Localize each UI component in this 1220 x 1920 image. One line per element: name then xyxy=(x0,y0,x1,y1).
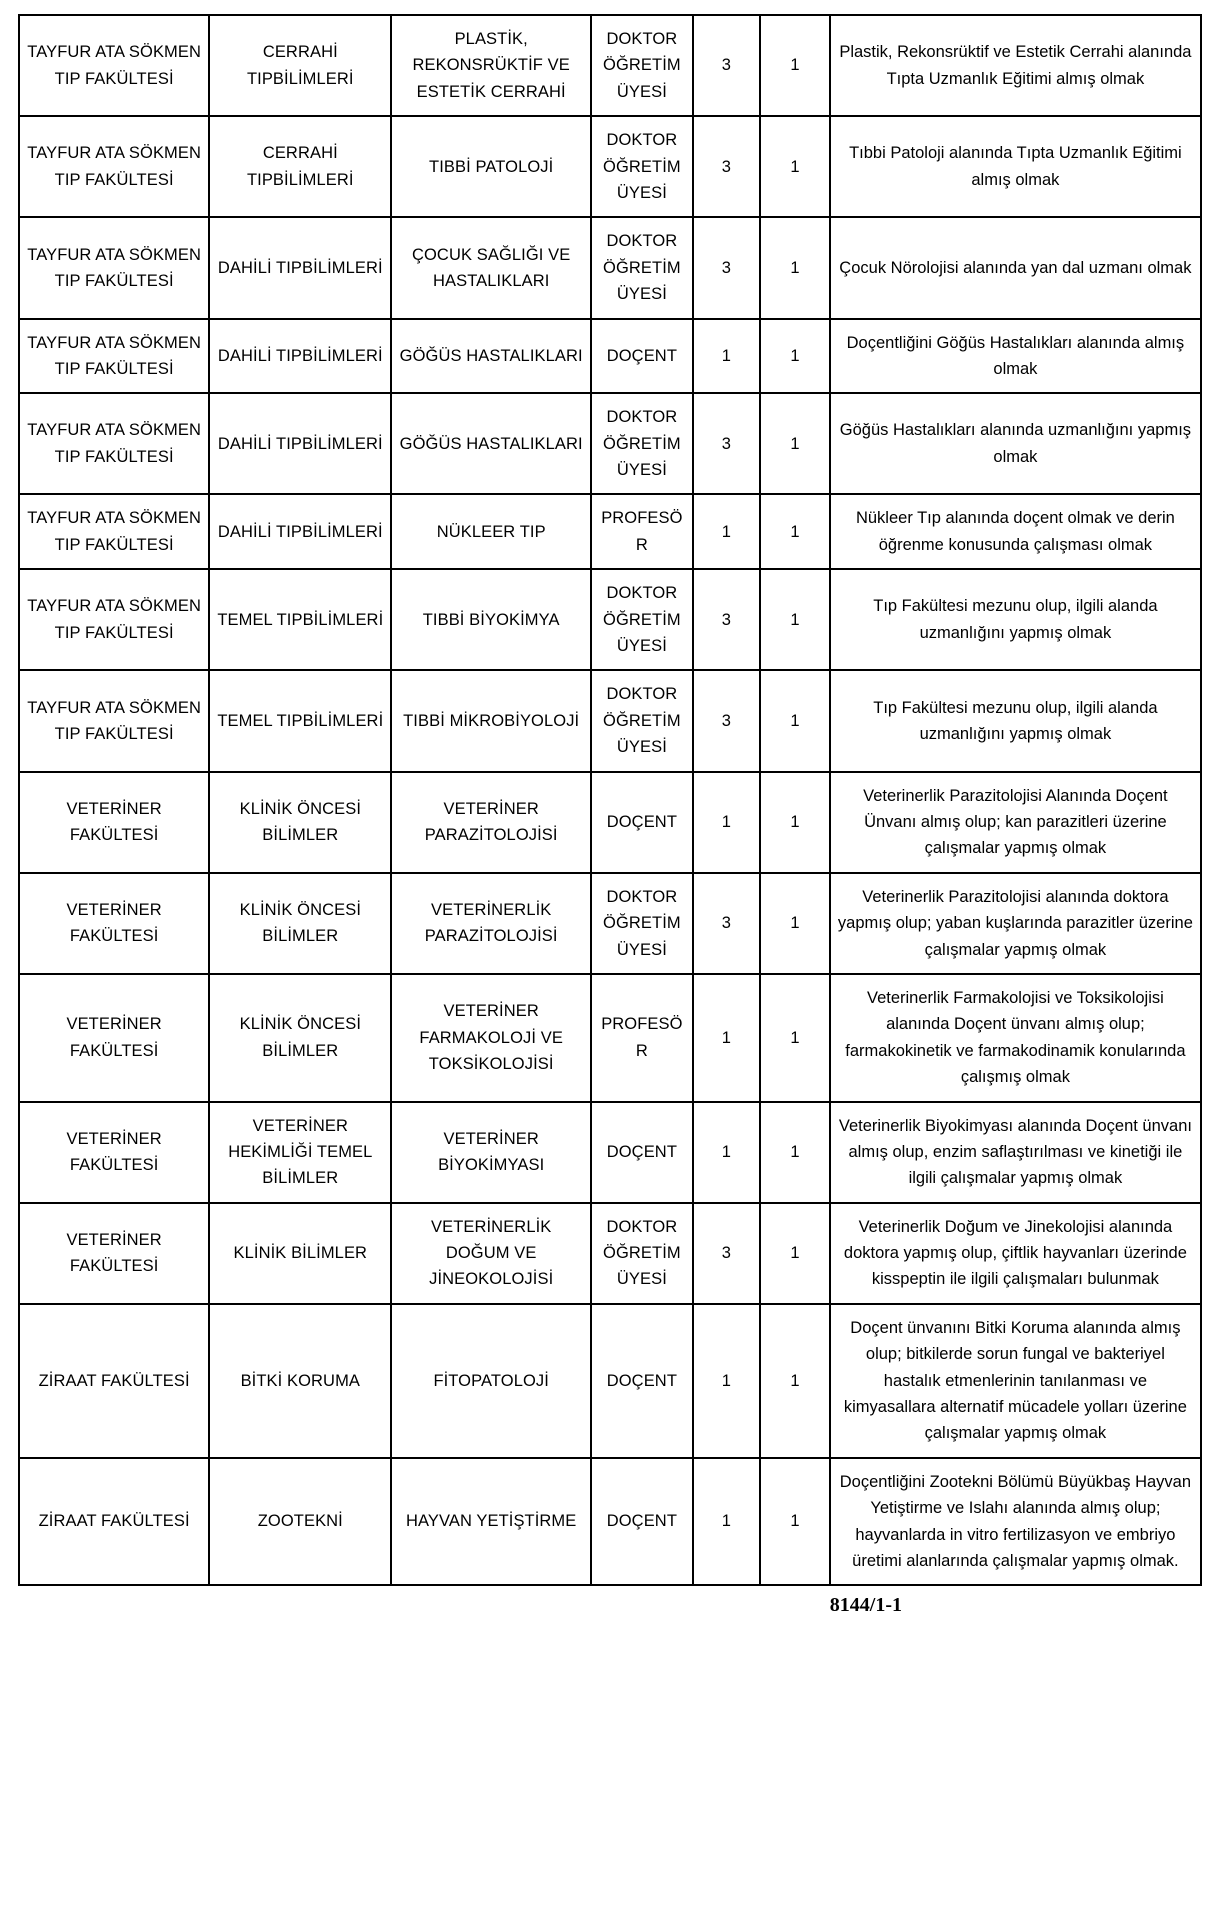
cell-aciklama: Veterinerlik Biyokimyası alanında Doçent ünvanı almış olup, enzim saflaştırılması ve kinetiği ile ilgili çalışmalar yapmış olmak xyxy=(830,1102,1201,1203)
cell-derece: 1 xyxy=(693,772,760,873)
table-row xyxy=(19,1304,1201,1458)
academic-positions-table-body xyxy=(19,15,1201,1585)
cell-aciklama: Veterinerlik Parazitolojisi alanında doktora yapmış olup; yaban kuşlarında parazitler üzerine çalışmalar yapmış olmak xyxy=(830,873,1201,974)
cell-bolum: ZOOTEKNİ xyxy=(209,1458,391,1586)
cell-adet: 1 xyxy=(760,494,830,569)
table-row xyxy=(19,1203,1201,1304)
cell-unvan: PROFESÖR xyxy=(591,974,693,1102)
gazette-reference-number: 8144/1-1 xyxy=(829,1594,902,1617)
table-row xyxy=(19,116,1201,217)
cell-bolum: CERRAHİ TIPBİLİMLERİ xyxy=(209,15,391,116)
cell-adet: 1 xyxy=(760,670,830,771)
cell-derece: 3 xyxy=(693,116,760,217)
cell-aciklama: Doçent ünvanını Bitki Koruma alanında almış olup; bitkilerde sorun fungal ve bakteriyel hastalık etmenlerinin tanılanması ve kimyasallara alternatif mücadele yolları üzerine çalışmalar yapmış olmak xyxy=(830,1304,1201,1458)
cell-unvan: DOÇENT xyxy=(591,1102,693,1203)
cell-aciklama: Göğüs Hastalıkları alanında uzmanlığını yapmış olmak xyxy=(830,393,1201,494)
cell-fakulte: VETERİNER FAKÜLTESİ xyxy=(19,873,209,974)
table-row xyxy=(19,974,1201,1102)
cell-anabilim_dali: NÜKLEER TIP xyxy=(391,494,591,569)
table-row xyxy=(19,772,1201,873)
cell-derece: 1 xyxy=(693,1304,760,1458)
cell-derece: 1 xyxy=(693,1458,760,1586)
cell-fakulte: ZİRAAT FAKÜLTESİ xyxy=(19,1458,209,1586)
cell-adet: 1 xyxy=(760,873,830,974)
cell-unvan: DOÇENT xyxy=(591,772,693,873)
table-row xyxy=(19,1102,1201,1203)
cell-adet: 1 xyxy=(760,772,830,873)
cell-derece: 3 xyxy=(693,873,760,974)
table-row xyxy=(19,670,1201,771)
cell-unvan: DOKTOR ÖĞRETİM ÜYESİ xyxy=(591,873,693,974)
cell-bolum: KLİNİK BİLİMLER xyxy=(209,1203,391,1304)
cell-aciklama: Tıp Fakültesi mezunu olup, ilgili alanda uzmanlığını yapmış olmak xyxy=(830,670,1201,771)
academic-positions-table xyxy=(18,14,1202,1586)
cell-bolum: TEMEL TIPBİLİMLERİ xyxy=(209,569,391,670)
cell-adet: 1 xyxy=(760,217,830,318)
cell-derece: 3 xyxy=(693,1203,760,1304)
cell-fakulte: TAYFUR ATA SÖKMEN TIP FAKÜLTESİ xyxy=(19,670,209,771)
cell-unvan: DOÇENT xyxy=(591,319,693,394)
cell-aciklama: Doçentliğini Göğüs Hastalıkları alanında almış olmak xyxy=(830,319,1201,394)
cell-adet: 1 xyxy=(760,1304,830,1458)
cell-derece: 1 xyxy=(693,494,760,569)
cell-aciklama: Nükleer Tıp alanında doçent olmak ve derin öğrenme konusunda çalışması olmak xyxy=(830,494,1201,569)
cell-bolum: DAHİLİ TIPBİLİMLERİ xyxy=(209,319,391,394)
table-row xyxy=(19,217,1201,318)
cell-bolum: DAHİLİ TIPBİLİMLERİ xyxy=(209,393,391,494)
cell-unvan: DOKTOR ÖĞRETİM ÜYESİ xyxy=(591,1203,693,1304)
cell-unvan: DOKTOR ÖĞRETİM ÜYESİ xyxy=(591,569,693,670)
cell-aciklama: Veterinerlik Farmakolojisi ve Toksikolojisi alanında Doçent ünvanı almış olup; farmakokinetik ve farmakodinamik konularında çalışmış olmak xyxy=(830,974,1201,1102)
cell-bolum: CERRAHİ TIPBİLİMLERİ xyxy=(209,116,391,217)
cell-unvan: DOKTOR ÖĞRETİM ÜYESİ xyxy=(591,393,693,494)
cell-anabilim_dali: TIBBİ MİKROBİYOLOJİ xyxy=(391,670,591,771)
cell-bolum: KLİNİK ÖNCESİ BİLİMLER xyxy=(209,873,391,974)
cell-aciklama: Plastik, Rekonsrüktif ve Estetik Cerrahi alanında Tıpta Uzmanlık Eğitimi almış olmak xyxy=(830,15,1201,116)
cell-adet: 1 xyxy=(760,1102,830,1203)
cell-anabilim_dali: VETERİNER BİYOKİMYASI xyxy=(391,1102,591,1203)
table-row xyxy=(19,569,1201,670)
cell-aciklama: Doçentliğini Zootekni Bölümü Büyükbaş Hayvan Yetiştirme ve Islahı alanında almış olup; hayvanlarda in vitro fertilizasyon ve embriyo üretimi alanlarında çalışmalar yapmış olmak. xyxy=(830,1458,1201,1586)
table-row xyxy=(19,15,1201,116)
cell-aciklama: Veterinerlik Doğum ve Jinekolojisi alanında doktora yapmış olup, çiftlik hayvanları üzerinde kisspeptin ile ilgili çalışmaları bulunmak xyxy=(830,1203,1201,1304)
cell-adet: 1 xyxy=(760,116,830,217)
cell-aciklama: Veterinerlik Parazitolojisi Alanında Doçent Ünvanı almış olup; kan parazitleri üzerine çalışmalar yapmış olmak xyxy=(830,772,1201,873)
cell-derece: 1 xyxy=(693,319,760,394)
cell-unvan: PROFESÖR xyxy=(591,494,693,569)
cell-anabilim_dali: HAYVAN YETİŞTİRME xyxy=(391,1458,591,1586)
cell-fakulte: TAYFUR ATA SÖKMEN TIP FAKÜLTESİ xyxy=(19,393,209,494)
cell-anabilim_dali: GÖĞÜS HASTALIKLARI xyxy=(391,319,591,394)
cell-anabilim_dali: VETERİNER PARAZİTOLOJİSİ xyxy=(391,772,591,873)
table-row xyxy=(19,494,1201,569)
cell-adet: 1 xyxy=(760,974,830,1102)
table-row xyxy=(19,873,1201,974)
cell-adet: 1 xyxy=(760,1203,830,1304)
cell-anabilim_dali: GÖĞÜS HASTALIKLARI xyxy=(391,393,591,494)
cell-fakulte: TAYFUR ATA SÖKMEN TIP FAKÜLTESİ xyxy=(19,319,209,394)
cell-unvan: DOÇENT xyxy=(591,1458,693,1586)
cell-aciklama: Tıbbi Patoloji alanında Tıpta Uzmanlık Eğitimi almış olmak xyxy=(830,116,1201,217)
table-row xyxy=(19,393,1201,494)
cell-fakulte: VETERİNER FAKÜLTESİ xyxy=(19,1102,209,1203)
cell-fakulte: VETERİNER FAKÜLTESİ xyxy=(19,1203,209,1304)
cell-aciklama: Çocuk Nörolojisi alanında yan dal uzmanı olmak xyxy=(830,217,1201,318)
cell-derece: 3 xyxy=(693,670,760,771)
cell-anabilim_dali: VETERİNERLİK DOĞUM VE JİNEOKOLOJİSİ xyxy=(391,1203,591,1304)
cell-adet: 1 xyxy=(760,393,830,494)
cell-bolum: TEMEL TIPBİLİMLERİ xyxy=(209,670,391,771)
cell-unvan: DOKTOR ÖĞRETİM ÜYESİ xyxy=(591,116,693,217)
cell-adet: 1 xyxy=(760,569,830,670)
cell-adet: 1 xyxy=(760,1458,830,1586)
cell-fakulte: TAYFUR ATA SÖKMEN TIP FAKÜLTESİ xyxy=(19,569,209,670)
cell-derece: 3 xyxy=(693,393,760,494)
cell-anabilim_dali: VETERİNER FARMAKOLOJİ VE TOKSİKOLOJİSİ xyxy=(391,974,591,1102)
cell-adet: 1 xyxy=(760,15,830,116)
cell-bolum: BİTKİ KORUMA xyxy=(209,1304,391,1458)
cell-fakulte: VETERİNER FAKÜLTESİ xyxy=(19,974,209,1102)
cell-derece: 3 xyxy=(693,569,760,670)
cell-bolum: DAHİLİ TIPBİLİMLERİ xyxy=(209,494,391,569)
cell-unvan: DOKTOR ÖĞRETİM ÜYESİ xyxy=(591,15,693,116)
cell-bolum: KLİNİK ÖNCESİ BİLİMLER xyxy=(209,974,391,1102)
cell-fakulte: TAYFUR ATA SÖKMEN TIP FAKÜLTESİ xyxy=(19,217,209,318)
cell-fakulte: TAYFUR ATA SÖKMEN TIP FAKÜLTESİ xyxy=(19,494,209,569)
table-row xyxy=(19,319,1201,394)
cell-unvan: DOKTOR ÖĞRETİM ÜYESİ xyxy=(591,670,693,771)
cell-aciklama: Tıp Fakültesi mezunu olup, ilgili alanda uzmanlığını yapmış olmak xyxy=(830,569,1201,670)
cell-anabilim_dali: TIBBİ PATOLOJİ xyxy=(391,116,591,217)
cell-anabilim_dali: FİTOPATOLOJİ xyxy=(391,1304,591,1458)
cell-bolum: DAHİLİ TIPBİLİMLERİ xyxy=(209,217,391,318)
cell-adet: 1 xyxy=(760,319,830,394)
cell-fakulte: TAYFUR ATA SÖKMEN TIP FAKÜLTESİ xyxy=(19,15,209,116)
cell-bolum: VETERİNER HEKİMLİĞİ TEMEL BİLİMLER xyxy=(209,1102,391,1203)
cell-fakulte: VETERİNER FAKÜLTESİ xyxy=(19,772,209,873)
cell-fakulte: ZİRAAT FAKÜLTESİ xyxy=(19,1304,209,1458)
cell-anabilim_dali: ÇOCUK SAĞLIĞI VE HASTALIKLARI xyxy=(391,217,591,318)
cell-derece: 3 xyxy=(693,15,760,116)
cell-anabilim_dali: PLASTİK, REKONSRÜKTİF VE ESTETİK CERRAHİ xyxy=(391,15,591,116)
cell-unvan: DOKTOR ÖĞRETİM ÜYESİ xyxy=(591,217,693,318)
cell-derece: 1 xyxy=(693,1102,760,1203)
cell-derece: 1 xyxy=(693,974,760,1102)
cell-bolum: KLİNİK ÖNCESİ BİLİMLER xyxy=(209,772,391,873)
table-row xyxy=(19,1458,1201,1586)
cell-anabilim_dali: VETERİNERLİK PARAZİTOLOJİSİ xyxy=(391,873,591,974)
cell-anabilim_dali: TIBBİ BİYOKİMYA xyxy=(391,569,591,670)
cell-fakulte: TAYFUR ATA SÖKMEN TIP FAKÜLTESİ xyxy=(19,116,209,217)
cell-unvan: DOÇENT xyxy=(591,1304,693,1458)
cell-derece: 3 xyxy=(693,217,760,318)
